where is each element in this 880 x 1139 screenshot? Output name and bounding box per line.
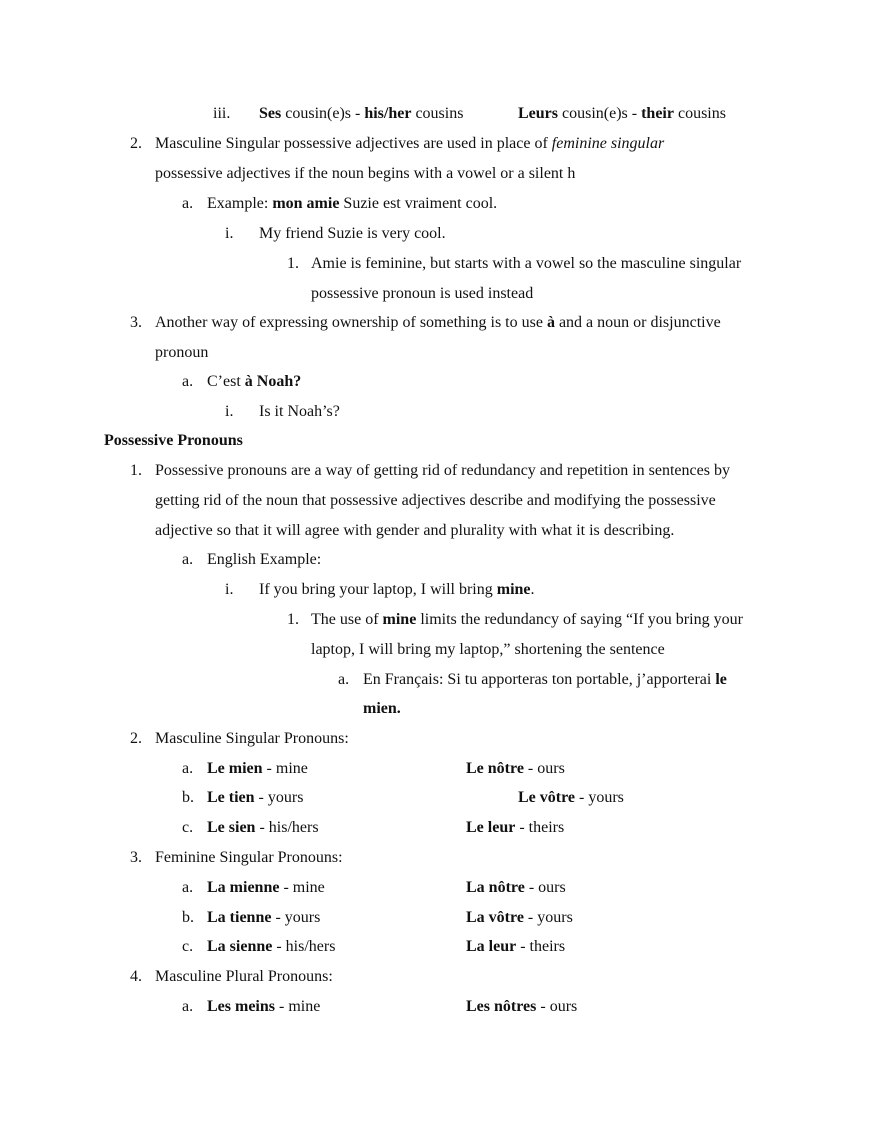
pronoun-row <box>0 878 880 898</box>
pronoun-row <box>0 818 880 838</box>
list-text: possessive adjectives if the noun begins with a vowel or a silent h <box>155 165 576 182</box>
list-text-continued <box>0 343 880 363</box>
list-item-i <box>0 580 880 600</box>
list-item-1 <box>0 461 880 481</box>
list-marker: i. <box>225 225 234 242</box>
list-marker: a. <box>182 760 194 777</box>
list-text: Example: mon amie Suzie est vraiment cool. <box>207 195 498 212</box>
list-text: En Français: Si tu apporteras ton portable, j’apporterai le <box>363 671 727 688</box>
pronoun-row <box>0 937 880 957</box>
list-item-1 <box>0 254 880 274</box>
pronoun-row <box>0 908 880 928</box>
list-marker: a. <box>182 195 194 212</box>
pronoun-left: Le sien - his/hers <box>207 819 319 836</box>
heading-text: Possessive Pronouns <box>104 432 243 449</box>
list-marker: a. <box>182 551 194 568</box>
pronoun-left: Le mien - mine <box>207 760 308 777</box>
list-marker: 2. <box>130 730 142 747</box>
pronoun-left: La mienne - mine <box>207 879 325 896</box>
pronoun-left: Le tien - yours <box>207 789 304 806</box>
pronoun-left: La sienne - his/hers <box>207 938 336 955</box>
list-marker: c. <box>182 819 194 836</box>
pronoun-left: Les meins - mine <box>207 998 321 1015</box>
list-text: laptop, I will bring my laptop,” shortening the sentence <box>311 641 665 658</box>
list-text: adjective so that it will agree with gender and plurality with what it is describing. <box>155 522 675 539</box>
list-text: The use of mine limits the redundancy of saying “If you bring your <box>311 611 743 628</box>
list-marker: iii. <box>213 105 231 122</box>
list-text-continued <box>0 284 880 304</box>
pronoun-right: Les nôtres - ours <box>466 998 578 1015</box>
list-text-continued <box>0 491 880 511</box>
group-title: Masculine Singular Pronouns: <box>155 730 349 747</box>
pronoun-right: La vôtre - yours <box>466 909 573 926</box>
list-text: Amie is feminine, but starts with a vowel so the masculine singular <box>311 255 742 272</box>
pronoun-right: La nôtre - ours <box>466 879 566 896</box>
list-marker: a. <box>182 998 194 1015</box>
list-text: possessive pronoun is used instead <box>311 285 534 302</box>
list-marker: i. <box>225 403 234 420</box>
list-marker: 2. <box>130 135 142 152</box>
pronoun-right: La leur - theirs <box>466 938 566 955</box>
list-text-continued <box>0 164 880 184</box>
list-item-3 <box>0 313 880 333</box>
list-item-a <box>0 194 880 214</box>
list-text: Masculine Singular possessive adjectives are used in place of feminine singular <box>155 135 665 152</box>
list-item-3 <box>0 848 880 868</box>
list-marker: 4. <box>130 968 142 985</box>
list-text: Another way of expressing ownership of something is to use à and a noun or disjunctive <box>155 314 721 331</box>
group-title: Masculine Plural Pronouns: <box>155 968 333 985</box>
list-marker: b. <box>182 909 194 926</box>
list-item-i <box>0 224 880 244</box>
list-text: Ses cousin(e)s - his/her cousins <box>259 105 464 122</box>
list-marker: a. <box>182 879 194 896</box>
list-marker: b. <box>182 789 194 806</box>
list-text: English Example: <box>207 551 322 568</box>
list-item-1 <box>0 610 880 630</box>
list-item-iii <box>0 104 880 124</box>
section-heading <box>0 431 880 451</box>
list-text: My friend Suzie is very cool. <box>259 225 446 242</box>
list-text-continued <box>0 521 880 541</box>
list-marker: 1. <box>130 462 142 479</box>
list-item-i <box>0 402 880 422</box>
list-item-a <box>0 372 880 392</box>
list-item-2 <box>0 134 880 154</box>
list-text: mien. <box>363 700 401 717</box>
pronoun-right: Le leur - theirs <box>466 819 565 836</box>
pronoun-row <box>0 759 880 779</box>
list-text: pronoun <box>155 344 209 361</box>
list-marker: c. <box>182 938 194 955</box>
list-text-continued <box>0 699 880 719</box>
pronoun-right: Le vôtre - yours <box>518 789 624 806</box>
list-item-4 <box>0 967 880 987</box>
group-title: Feminine Singular Pronouns: <box>155 849 343 866</box>
list-marker: a. <box>338 671 350 688</box>
list-text: If you bring your laptop, I will bring mine. <box>259 581 535 598</box>
list-marker: 3. <box>130 849 142 866</box>
pronoun-right: Le nôtre - ours <box>466 760 565 777</box>
pronoun-left: La tienne - yours <box>207 909 321 926</box>
list-marker: 1. <box>287 611 299 628</box>
list-marker: 3. <box>130 314 142 331</box>
list-item-2 <box>0 729 880 749</box>
list-item-a <box>0 670 880 690</box>
list-marker: 1. <box>287 255 299 272</box>
pronoun-row <box>0 997 880 1017</box>
list-text: getting rid of the noun that possessive adjectives describe and modifying the possessive <box>155 492 716 509</box>
pronoun-row <box>0 788 880 808</box>
list-text: C’est à Noah? <box>207 373 302 390</box>
list-text-continued <box>0 640 880 660</box>
list-text: Is it Noah’s? <box>259 403 340 420</box>
list-text-right: Leurs cousin(e)s - their cousins <box>518 105 726 122</box>
list-item-a <box>0 550 880 570</box>
list-text: Possessive pronouns are a way of getting rid of redundancy and repetition in sentences by <box>155 462 730 479</box>
list-marker: i. <box>225 581 234 598</box>
list-marker: a. <box>182 373 194 390</box>
